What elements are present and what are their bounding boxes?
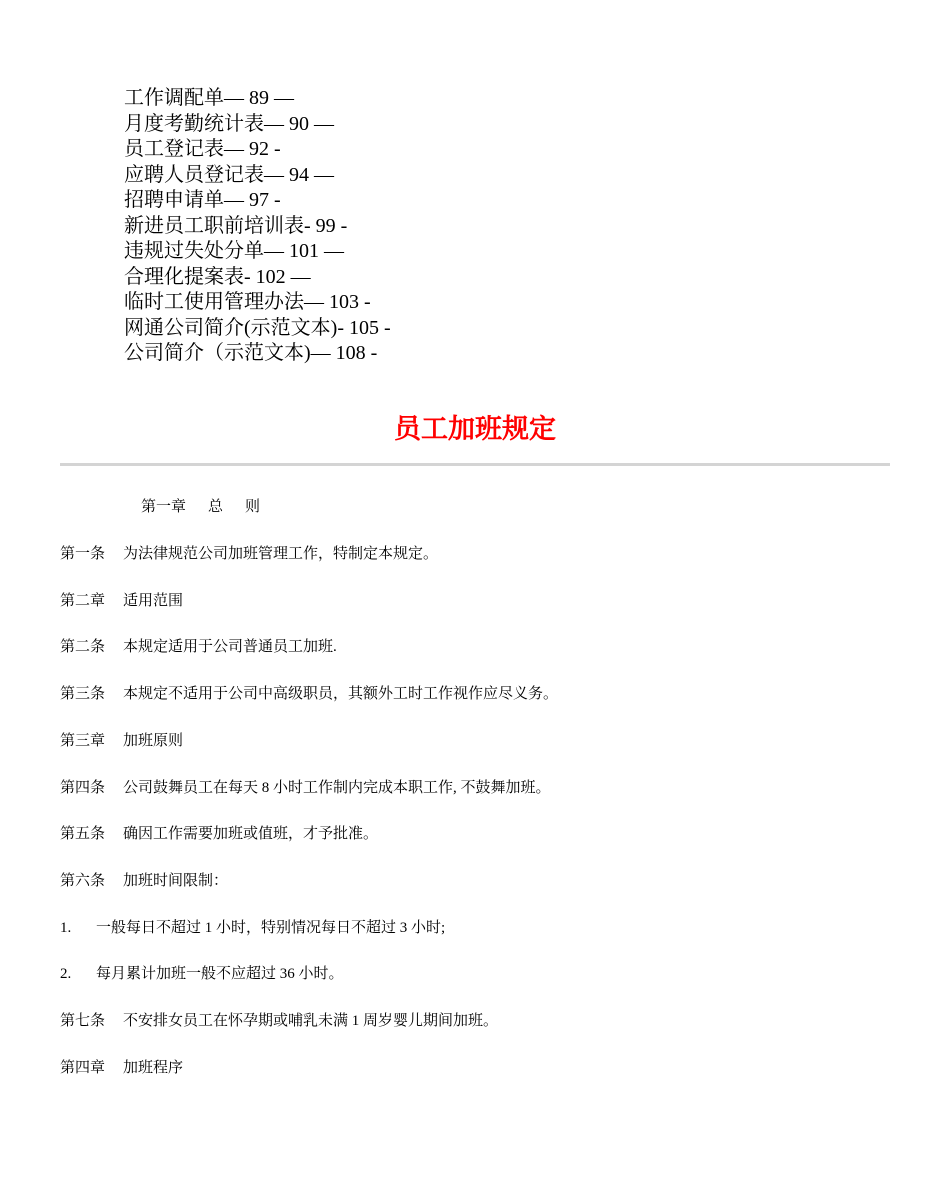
chapter-heading bbox=[141, 497, 260, 517]
chapter-label: 第二章 bbox=[60, 593, 106, 609]
chapter-label: 第三章 bbox=[60, 733, 106, 749]
chapter-paragraph bbox=[60, 591, 183, 611]
article-label: 第五条 bbox=[60, 826, 106, 842]
document-title: 员工加班规定 bbox=[394, 414, 556, 445]
article-text: 确因工作需要加班或值班，才予批准。 bbox=[123, 826, 379, 842]
article-paragraph bbox=[60, 637, 337, 657]
chapter-title-char: 则 bbox=[245, 499, 261, 515]
article-label: 第七条 bbox=[60, 1013, 106, 1029]
article-paragraph bbox=[60, 778, 551, 798]
list-item bbox=[60, 964, 344, 984]
article-paragraph bbox=[60, 1011, 498, 1031]
list-text: 每月累计加班一般不应超过 36 小时。 bbox=[96, 966, 344, 982]
toc-item: 新进员工职前培训表- 99 - bbox=[124, 214, 348, 237]
article-text: 不安排女员工在怀孕期或哺乳未满 1 周岁婴儿期间加班。 bbox=[123, 1013, 499, 1029]
article-label: 第三条 bbox=[60, 686, 106, 702]
toc-item: 公司简介（示范文本)— 108 - bbox=[124, 342, 378, 364]
toc-item: 招聘申请单— 97 - bbox=[124, 189, 281, 211]
toc-item: 合理化提案表- 102 — bbox=[124, 265, 311, 288]
toc-item: 应聘人员登记表— 94 — bbox=[124, 163, 334, 186]
chapter-paragraph bbox=[60, 1058, 183, 1078]
article-paragraph bbox=[60, 684, 558, 704]
list-item bbox=[60, 918, 445, 938]
article-text: 本规定不适用于公司中高级职员，其额外工时工作视作应尽义务。 bbox=[123, 686, 559, 702]
title-divider bbox=[60, 463, 890, 466]
chapter-label: 第四章 bbox=[60, 1060, 106, 1076]
list-number: 2. bbox=[60, 966, 72, 982]
article-text: 本规定适用于公司普通员工加班. bbox=[123, 639, 337, 655]
article-text: 公司鼓舞员工在每天 8 小时工作制内完成本职工作, 不鼓舞加班。 bbox=[123, 780, 551, 796]
article-paragraph bbox=[60, 544, 438, 564]
chapter-paragraph bbox=[60, 731, 183, 751]
article-label: 第一条 bbox=[60, 546, 106, 562]
list-number: 1. bbox=[60, 920, 72, 936]
toc-item: 员工登记表— 92 - bbox=[124, 138, 281, 160]
toc-item: 月度考勤统计表— 90 — bbox=[124, 112, 334, 135]
table-of-contents bbox=[124, 86, 391, 367]
toc-item: 违规过失处分单— 101 — bbox=[124, 240, 344, 262]
article-label: 第六条 bbox=[60, 873, 106, 889]
article-text: 加班时间限制： bbox=[123, 873, 229, 889]
article-text: 为法律规范公司加班管理工作，特制定本规定。 bbox=[123, 546, 439, 562]
article-label: 第四条 bbox=[60, 780, 106, 796]
article-label: 第二条 bbox=[60, 639, 106, 655]
toc-item: 工作调配单— 89 — bbox=[124, 87, 294, 109]
toc-item: 网通公司简介(示范文本)- 105 - bbox=[124, 316, 391, 339]
article-paragraph bbox=[60, 871, 228, 891]
chapter-text: 适用范围 bbox=[123, 593, 184, 609]
article-paragraph bbox=[60, 824, 378, 844]
chapter-text: 加班原则 bbox=[123, 733, 184, 749]
chapter-number: 第一章 bbox=[141, 499, 187, 515]
list-text: 一般每日不超过 1 小时，特别情况每日不超过 3 小时; bbox=[96, 920, 446, 936]
chapter-text: 加班程序 bbox=[123, 1060, 184, 1076]
toc-item: 临时工使用管理办法— 103 - bbox=[124, 291, 371, 313]
chapter-title-char: 总 bbox=[208, 499, 224, 515]
